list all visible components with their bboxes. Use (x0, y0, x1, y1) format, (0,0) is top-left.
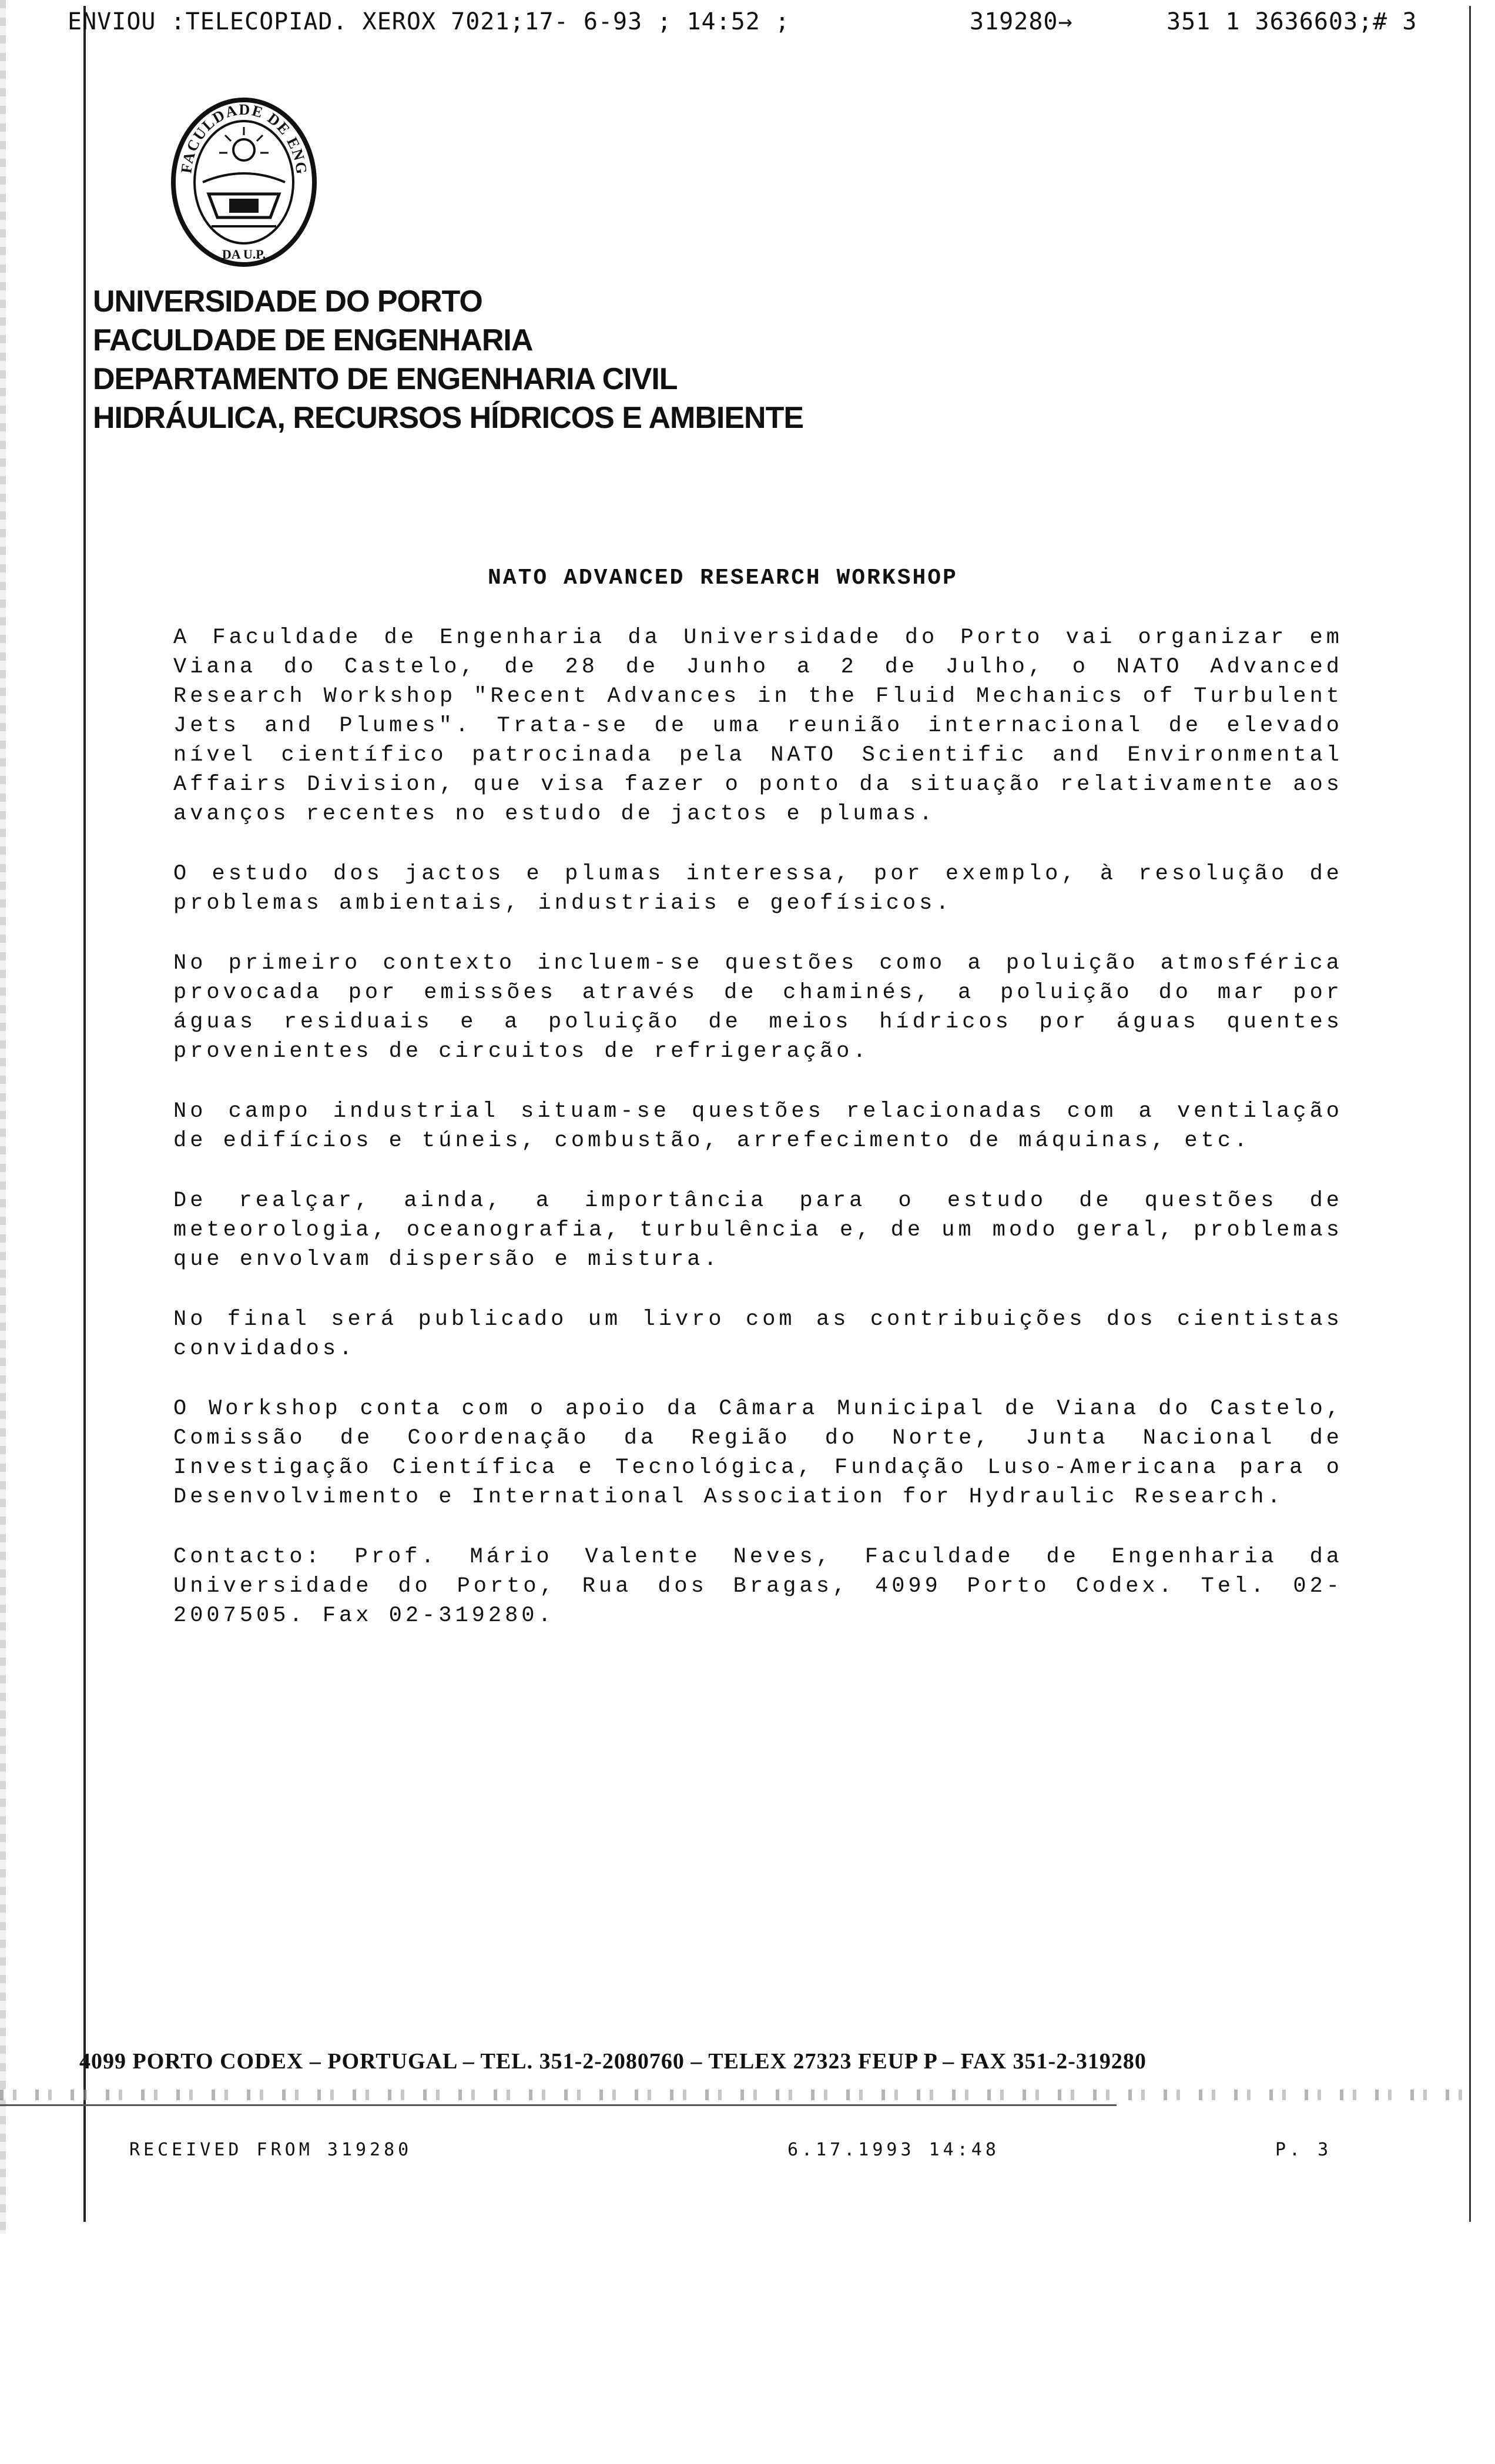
institution-heading (93, 282, 803, 437)
institution-line: UNIVERSIDADE DO PORTO (93, 284, 482, 319)
fax-header-left: ENVIOU :TELECOPIAD. XEROX 7021;17- 6-93 ; 14:52 ; (68, 8, 790, 35)
paragraph: No primeiro contexto incluem-se questões como a poluição atmosférica provocada por emissões através de chaminés, a poluição do mar por águas residuais e a poluição de meios hídricos por águas quentes provenientes de circuitos de refrigeração. (173, 951, 1343, 1064)
paragraph: O estudo dos jactos e plumas interessa, por exemplo, à resolução de problemas ambientais, industriais e geofísicos. (173, 862, 1343, 916)
svg-text:FACULDADE DE ENGENHARIA: FACULDADE DE ENG (177, 101, 311, 176)
paragraph: No final será publicado um livro com as contribuições dos cientistas convidados. (173, 1307, 1343, 1361)
right-edge-rule (1469, 6, 1471, 2222)
received-datetime: 6.17.1993 14:48 (787, 2140, 1000, 2160)
fax-header-right: 351 1 3636603;# 3 (1166, 8, 1417, 35)
paragraph: De realçar, ainda, a importância para o estudo de questões de meteorologia, oceanografia, turbulência e, de um modo geral, problemas que envolvam dispersão e mistura. (173, 1189, 1343, 1272)
fax-noise-rule (0, 2104, 1117, 2106)
fax-noise (0, 2090, 1469, 2100)
document-title: NATO ADVANCED RESEARCH WORKSHOP (488, 565, 958, 591)
seal-icon (167, 94, 320, 270)
institution-line: HIDRÁULICA, RECURSOS HÍDRICOS E AMBIENTE (93, 401, 804, 435)
svg-text:DA U.P.: DA U.P. (222, 247, 266, 262)
institution-line: DEPARTAMENTO DE ENGENHARIA CIVIL (93, 362, 678, 396)
document-body (173, 623, 1343, 1661)
letterhead-footer: 4099 PORTO CODEX – PORTUGAL – TEL. 351-2-2080760 – TELEX 27323 FEUP P – FAX 351-2-319280 (79, 2049, 1147, 2074)
received-from: RECEIVED FROM 319280 (129, 2140, 413, 2160)
paragraph: No campo industrial situam-se questões relacionadas com a ventilação de edifícios e túneis, combustão, arrefecimento de máquinas, etc. (173, 1099, 1343, 1153)
scan-edge (0, 0, 6, 2234)
fax-header-number: 319280→ (970, 8, 1073, 35)
contact-paragraph: Contacto: Prof. Mário Valente Neves, Faculdade de Engenharia da Universidade do Porto, Rua dos Bragas, 4099 Porto Codex. Tel. 02-2007505. Fax 02-319280. (173, 1545, 1343, 1628)
margin-rule (83, 6, 86, 2222)
paragraph: A Faculdade de Engenharia da Universidade do Porto vai organizar em Viana do Castelo, de 28 de Junho a 2 de Julho, o NATO Advanced Research Workshop "Recent Advances in the Fluid Mechanics of Turbulent Jets and Plumes". Trata-se de uma reunião internacional de elevado nível científico patrocinada pela NATO Scientific and Environmental Affairs Division, que visa fazer o ponto da situação relativamente aos avanços recentes no estudo de jactos e plumas. (173, 625, 1343, 826)
received-page: P. 3 (1275, 2140, 1332, 2160)
paragraph: O Workshop conta com o apoio da Câmara Municipal de Viana do Castelo, Comissão de Coordenação da Região do Norte, Junta Nacional de Investigação Científica e Tecnológica, Fundação Luso-Americana para o Desenvolvimento e International Association for Hydraulic Research. (173, 1397, 1343, 1509)
institution-line: FACULDADE DE ENGENHARIA (93, 323, 533, 357)
